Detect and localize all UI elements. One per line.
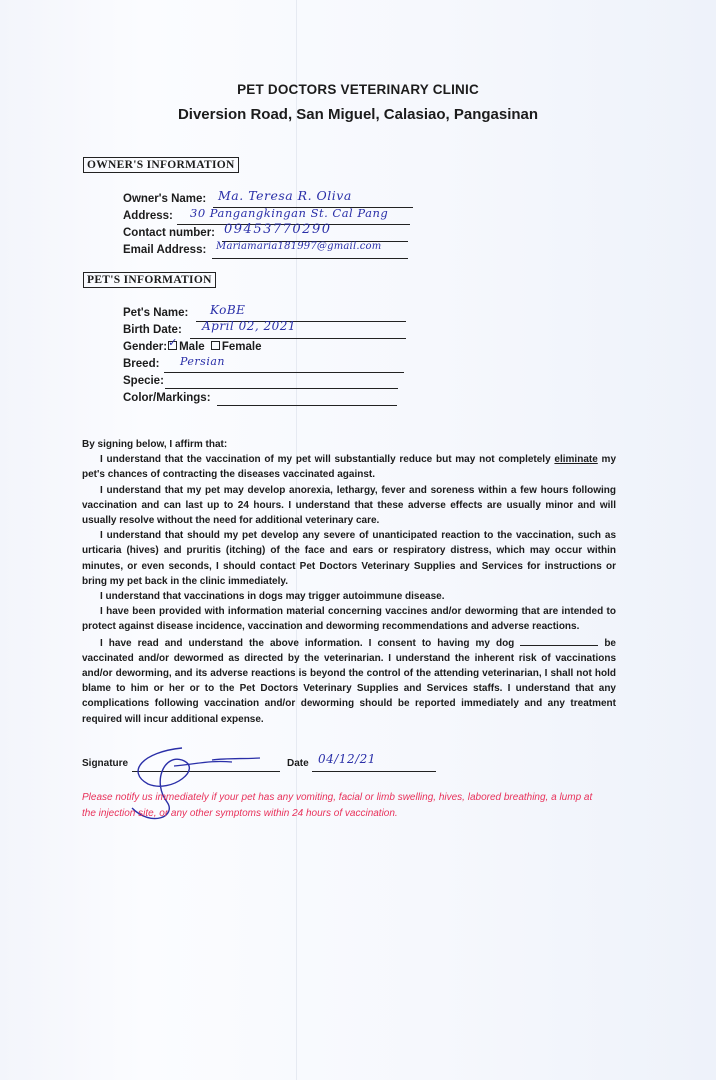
- address-value: 30 Pangangkingan St. Cal Pang: [190, 206, 389, 220]
- consent-paragraph-5: I have been provided with information material concerning vaccines and/or deworming that are intended to protect against disease incidence, vaccination and deworming recommendations and adverse reactions.: [82, 606, 616, 633]
- warning-note: Please notify us immediately if your pet has any vomiting, facial or limb swelling, hives, labored breathing, a lump at the injection site, or any other symptoms within 24 hours of vaccination.: [82, 792, 593, 819]
- male-label: Male: [179, 341, 205, 353]
- pet-name-label: Pet's Name:: [123, 307, 189, 319]
- consent-paragraph-3: I understand that should my pet develop any severe of unanticipated reaction to the vaccination, such as urticaria (hives) and pruritis (itching) of the face and ears or respiratory distress, which may occur within minutes, or even seconds, I should contact Pet Doctors Veterinary Supplies and Services for instructions or bring my pet back in the clinic immediately.: [82, 530, 616, 587]
- breed-value: Persian: [180, 355, 225, 368]
- consent-p1-underlined: eliminate: [554, 454, 598, 466]
- email-label: Email Address:: [123, 244, 207, 256]
- date-row: [287, 758, 309, 769]
- consent-paragraph-6: [82, 635, 616, 727]
- consent-paragraph-1: [82, 452, 616, 482]
- pet-name-row: [123, 307, 188, 323]
- specie-label: Specie:: [123, 375, 164, 387]
- owner-name-value: Ma. Teresa R. Oliva: [218, 188, 352, 203]
- female-checkbox[interactable]: [211, 341, 220, 350]
- consent-text: [82, 437, 616, 727]
- gender-label: Gender:: [123, 341, 168, 353]
- color-line[interactable]: [217, 391, 397, 406]
- date-label: Date: [287, 758, 309, 769]
- email-row: [123, 244, 206, 260]
- consent-p1-text-end: my pet's chances of contracting the diseases vaccinated against.: [82, 454, 617, 481]
- male-checkbox[interactable]: [168, 337, 178, 350]
- contact-row: [123, 227, 215, 243]
- color-label: Color/Markings:: [123, 392, 211, 404]
- specie-row: [123, 375, 164, 391]
- consent-p6-text: I have read and understand the above information. I consent to having my dog: [100, 637, 521, 649]
- consent-paragraph-4: I understand that vaccinations in dogs may trigger autoimmune disease.: [100, 591, 445, 603]
- pet-name-value: KoBE: [210, 303, 246, 317]
- female-label: Female: [221, 341, 262, 353]
- checkmark-icon: ✓: [168, 337, 178, 349]
- email-value: Mariamaria181997@gmail.com: [216, 241, 382, 252]
- address-row: [123, 210, 173, 226]
- consent-paragraph-2: I understand that my pet may develop anorexia, lethargy, fever and soreness within a few hours following vaccination and can last up to 24 hours. I understand that these adverse effects are usually minor and will usually resolve without the need for additional veterinary care.: [82, 484, 616, 527]
- signature-label: Signature: [82, 758, 129, 769]
- breed-row: [123, 358, 159, 374]
- breed-label: Breed:: [123, 358, 160, 370]
- birth-date-label: Birth Date:: [123, 324, 182, 336]
- owner-section-title: OWNER'S INFORMATION: [83, 157, 239, 173]
- consent-p1-text: I understand that the vaccination of my pet will substantially reduce but may not completely: [100, 454, 555, 466]
- consent-intro: By signing below, I affirm that:: [82, 439, 228, 450]
- color-row: [123, 392, 211, 408]
- address-label: Address:: [123, 210, 173, 222]
- pet-section-title: PET'S INFORMATION: [83, 272, 216, 288]
- contact-value: 09453770290: [224, 222, 332, 237]
- clinic-address: Diversion Road, San Miguel, Calasiao, Pangasinan: [177, 106, 539, 123]
- owner-name-label: Owner's Name:: [123, 193, 207, 205]
- clinic-name: PET DOCTORS VETERINARY CLINIC: [237, 82, 479, 97]
- date-value: 04/12/21: [318, 752, 376, 766]
- dog-name-blank[interactable]: [520, 635, 598, 646]
- specie-line[interactable]: [165, 374, 398, 389]
- birth-date-value: April 02, 2021: [202, 319, 297, 333]
- contact-label: Contact number:: [123, 227, 215, 239]
- consent-p6-text-end: be vaccinated and/or dewormed as directed by the veterinarian. I understand the inherent risk of vaccinations and/or deworming, and its adverse reactions is beyond the control of the attending veterinarian, I shall not hold blame to him or her or to the Pet Doctors Veterinary Supplies and Services staffs. I understand that any complications following vaccination and/or deworming should be reported immediately and any treatment required will incur additional expense.: [82, 637, 616, 725]
